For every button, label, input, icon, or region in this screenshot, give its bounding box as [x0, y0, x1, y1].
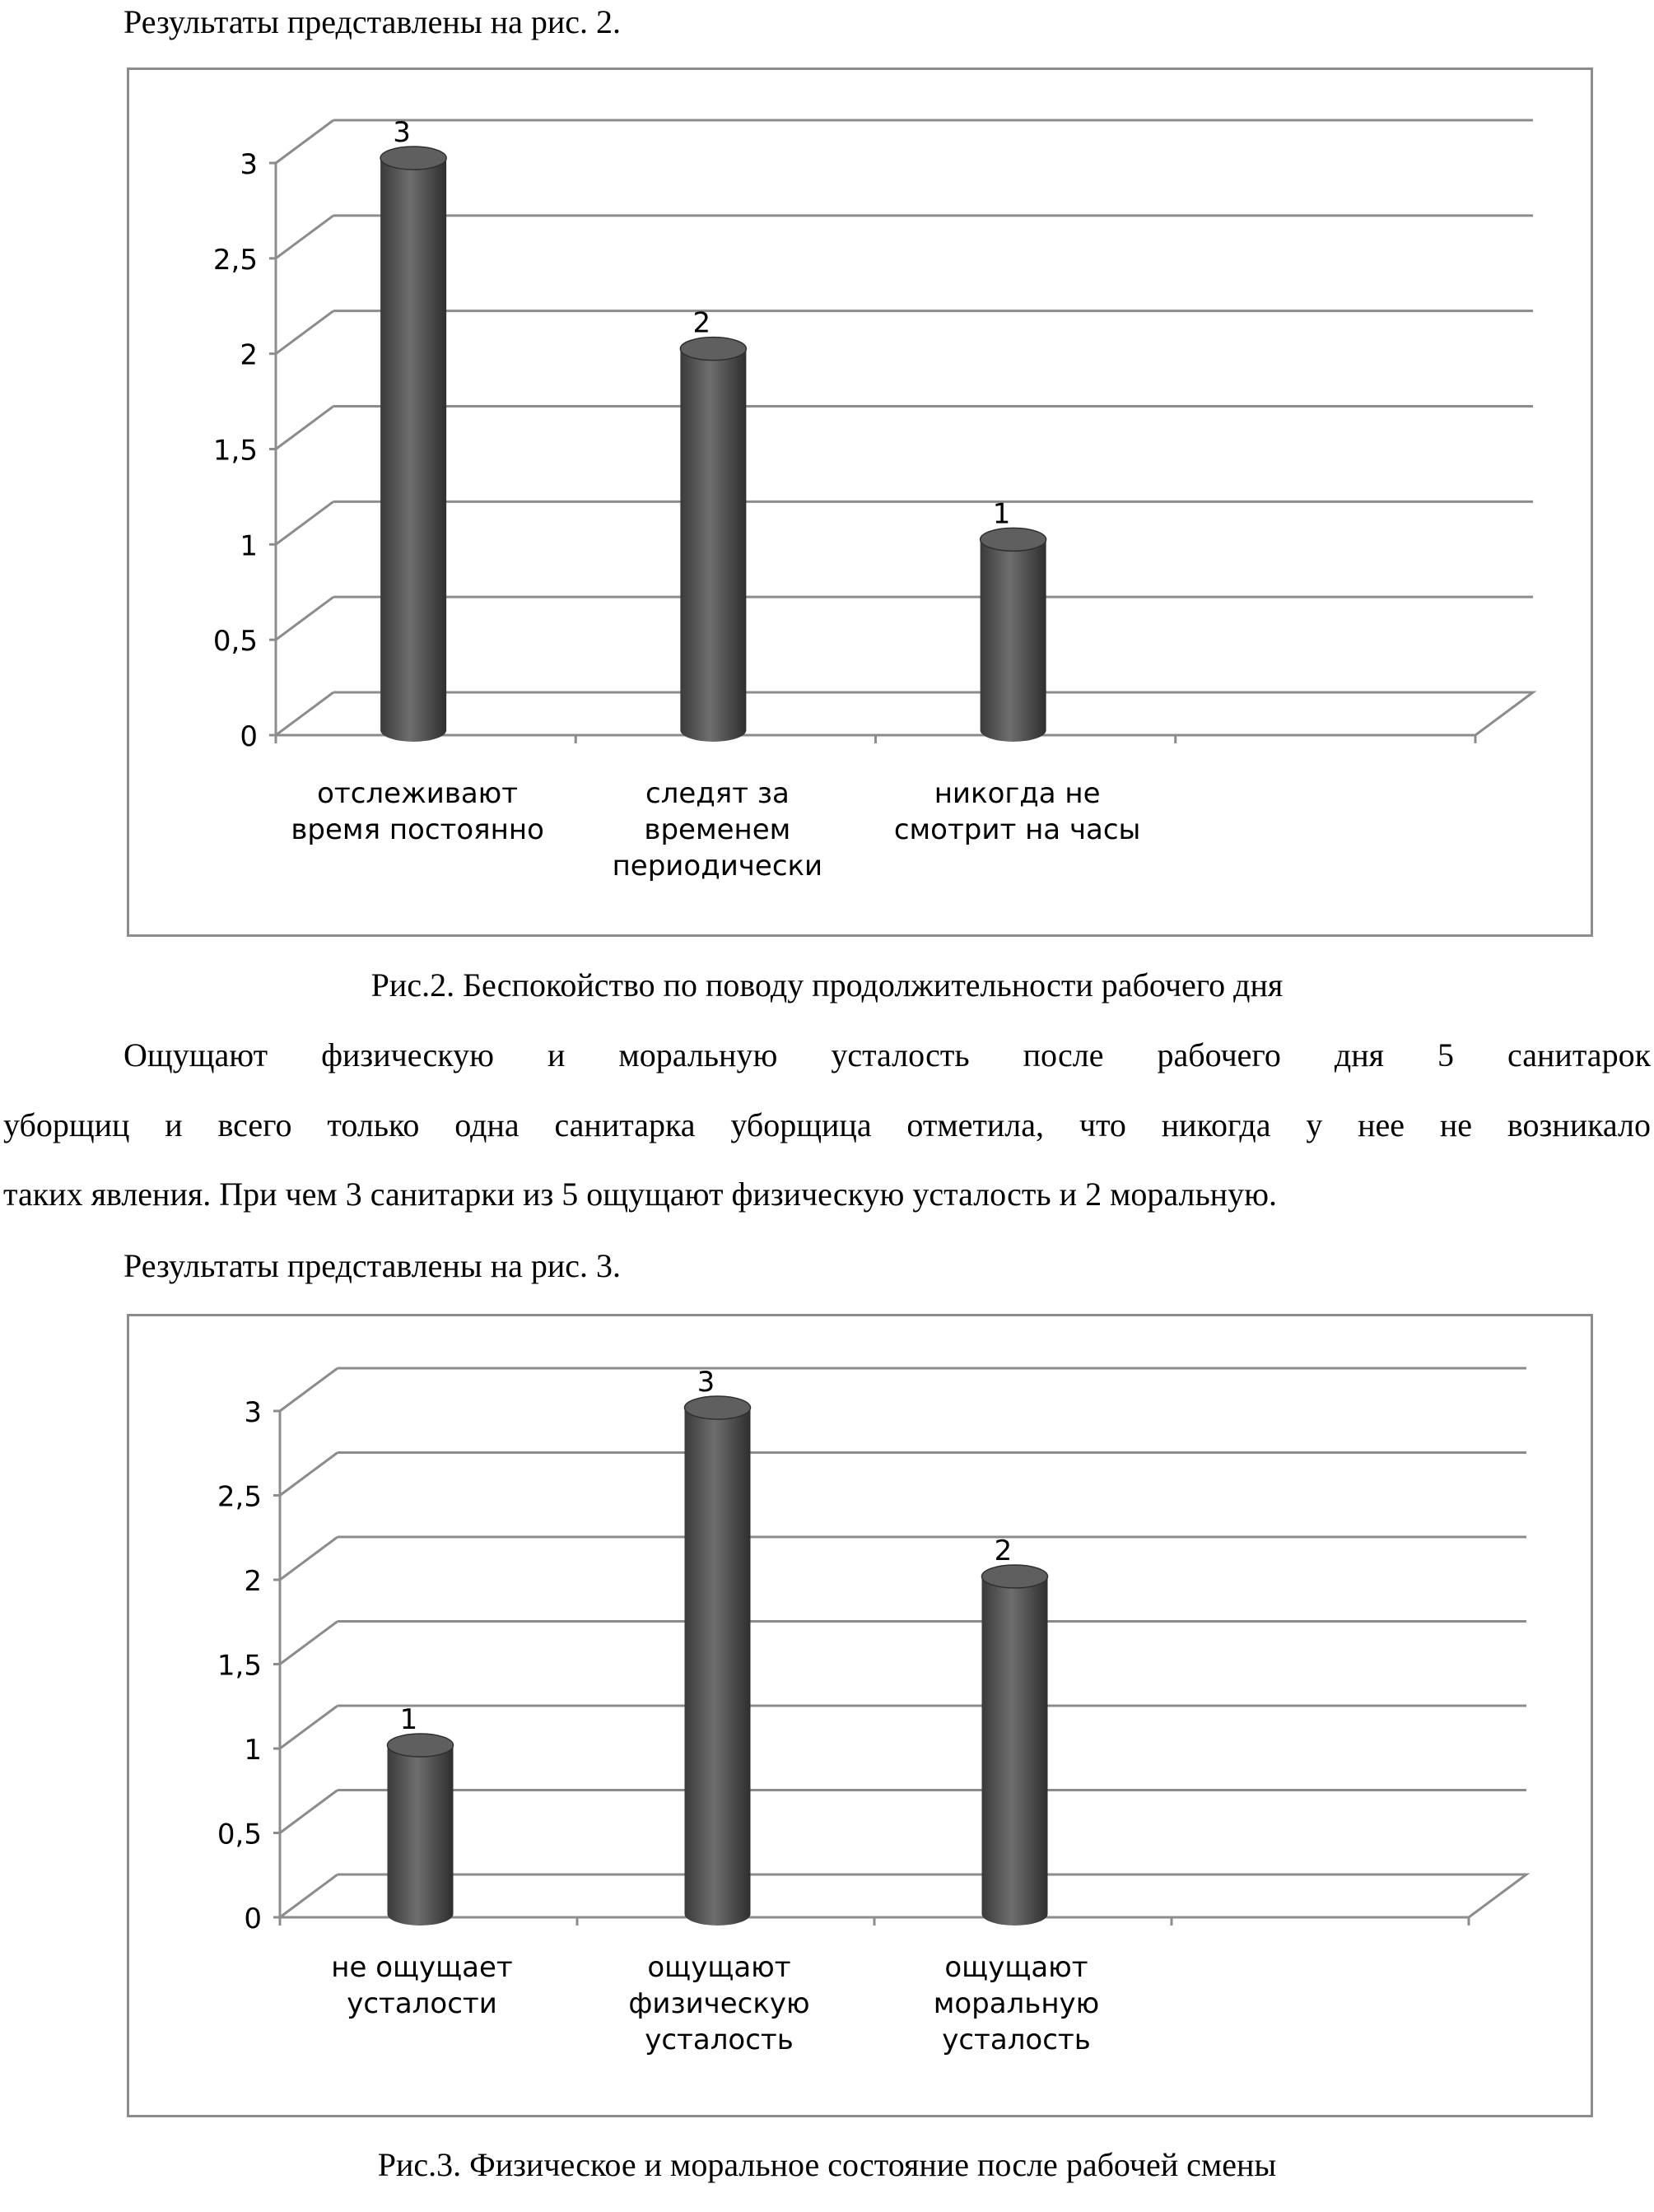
gridline-depth [276, 311, 333, 354]
data-label: 1 [992, 497, 1011, 531]
y-tick-label: 3 [244, 1396, 262, 1429]
category-label: усталость [942, 2023, 1091, 2056]
gridline-depth [280, 1368, 338, 1411]
category-label: усталости [347, 1987, 497, 2020]
data-label: 3 [393, 116, 411, 149]
y-tick-label: 0 [240, 720, 258, 753]
bar-top [380, 147, 446, 170]
bar-top [685, 1396, 751, 1419]
gridline-depth [276, 597, 333, 640]
gridline-depth [276, 692, 333, 735]
gridline-depth [280, 1537, 338, 1580]
bar-body [388, 1745, 454, 1926]
bar-top [680, 338, 746, 361]
gridline-depth [280, 1706, 338, 1749]
chart-frame-1 [127, 68, 1593, 937]
data-label: 1 [399, 1703, 418, 1736]
y-tick-label: 2 [240, 338, 258, 372]
y-tick-label: 1 [240, 529, 258, 563]
category-label: периодически [612, 850, 823, 882]
bar-top [982, 1565, 1048, 1588]
category-label: следят за [645, 777, 790, 810]
bar-top [388, 1734, 454, 1757]
floor [280, 1874, 1526, 1917]
bar-body [680, 349, 746, 742]
gridline-depth [276, 407, 333, 449]
category-label: моральную [933, 1987, 1100, 2020]
bar [982, 1565, 1048, 1926]
data-label: 3 [697, 1366, 715, 1399]
bar [388, 1734, 454, 1926]
bar [981, 528, 1046, 742]
data-label: 2 [994, 1534, 1013, 1567]
figure-3-caption: Рис.3. Физическое и моральное состояние после рабочей смены [377, 2146, 1277, 2183]
bar-body [685, 1408, 751, 1926]
bar [680, 338, 746, 742]
category-label: ощущают [944, 1951, 1088, 1984]
y-tick-label: 3 [240, 148, 258, 181]
floor [276, 692, 1533, 735]
figure-2-caption: Рис.2. Беспокойство по поводу продолжительности рабочего дня [370, 966, 1284, 1004]
bar-top [981, 528, 1046, 551]
y-tick-label: 2,5 [212, 243, 258, 277]
gridline-depth [276, 501, 333, 544]
paragraph-line-1: Ощущают физическую и моральную усталость после рабочего дня 5 санитарок [123, 1036, 1651, 1073]
chart-1 [129, 70, 1591, 934]
category-label: временем [644, 813, 791, 846]
category-label: смотрит на часы [893, 813, 1141, 846]
y-tick-label: 1,5 [217, 1649, 262, 1683]
y-tick-label: 1,5 [212, 434, 258, 468]
gridline-depth [276, 216, 333, 258]
bar-body [982, 1576, 1048, 1926]
category-label: никогда не [934, 777, 1101, 810]
category-label: физическую [628, 1987, 810, 2020]
y-tick-label: 0 [244, 1902, 262, 1935]
category-label: ощущают [647, 1951, 791, 1984]
gridline-depth [276, 120, 333, 163]
category-label: время постоянно [291, 813, 544, 846]
bar-body [981, 539, 1046, 742]
data-label: 2 [692, 306, 711, 340]
y-tick-label: 0,5 [217, 1818, 262, 1851]
gridline-depth [280, 1791, 338, 1833]
category-label: отслеживают [317, 777, 519, 810]
bar [685, 1396, 751, 1926]
y-tick-label: 0,5 [212, 625, 258, 659]
intro-line-fig3: Результаты представлены на рис. 3. [123, 1247, 622, 1284]
category-label: усталость [645, 2023, 794, 2056]
paragraph-line-3: таких явления. При чем 3 санитарки из 5 ощущают физическую усталость и 2 моральную. [3, 1176, 1277, 1213]
y-tick-label: 2 [244, 1565, 262, 1598]
bar [380, 147, 446, 742]
chart-2 [129, 1316, 1591, 2115]
category-label: не ощущает [331, 1951, 513, 1984]
chart-frame-2 [127, 1314, 1593, 2117]
y-tick-label: 2,5 [217, 1480, 262, 1514]
gridline-depth [280, 1874, 338, 1917]
gridline-depth [280, 1622, 338, 1665]
paragraph-line-2: уборщиц и всего только одна санитарка уборщица отметила, что никогда у нее не возникало [3, 1106, 1651, 1143]
y-tick-label: 1 [244, 1734, 262, 1767]
gridline-depth [280, 1453, 338, 1496]
bar-body [380, 158, 446, 742]
intro-line-fig2: Результаты представлены на рис. 2. [123, 3, 622, 40]
